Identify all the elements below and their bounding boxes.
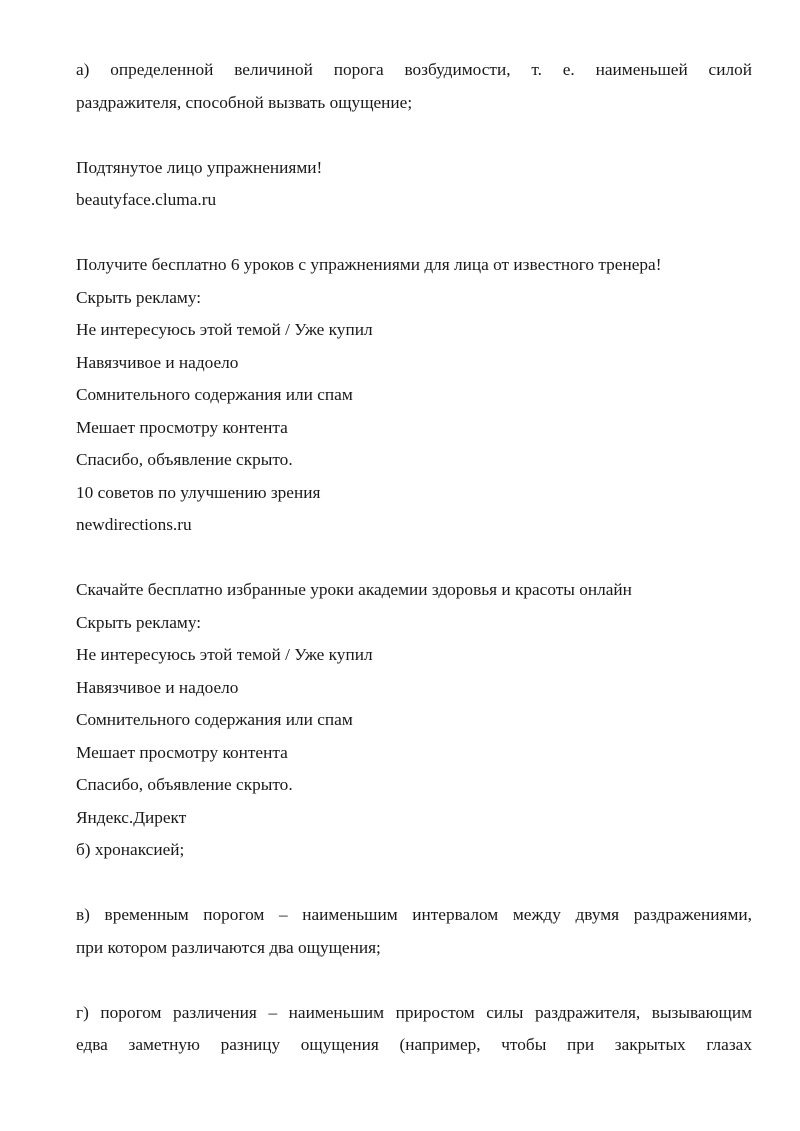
ad-block-1 [76,152,752,477]
ad-1-domain-link[interactable]: beautyface.cluma.ru [76,190,217,209]
ad-1-hide-option[interactable]: Мешает просмотру контента [76,417,288,437]
paragraph-v-line-2: при котором различаются два ощущения; [76,937,381,957]
ad-1-hide-option[interactable]: Не интересуюсь этой темой / Уже купил [76,320,373,339]
paragraph-a-line-2: раздражителя, способной вызвать ощущение; [76,92,413,112]
ad-2-domain-link[interactable]: newdirections.ru [76,515,192,534]
paragraph-a-line-1: а) определенной величиной порога возбудимости, т. е. наименьшей силой [76,60,752,79]
ad-2-hide-label: Скрыть рекламу: [76,612,202,632]
paragraph-g-line-1: г) порогом различения – наименьшим приростом силы раздражителя, вызывающим [76,1002,752,1022]
paragraph-b: б) хронаксией; [76,840,185,859]
ad-block-2 [76,477,752,802]
ad-1-hidden-message: Спасибо, объявление скрыто. [76,450,293,469]
ad-2-hide-option[interactable]: Сомнительного содержания или спам [76,710,353,729]
ad-1-title-link[interactable]: Подтянутое лицо упражнениями! [76,157,323,177]
ad-1-text[interactable]: Получите бесплатно 6 уроков с упражнениями для лица от известного тренера! [76,255,662,274]
ad-2-hide-option[interactable]: Мешает просмотру контента [76,742,288,762]
ad-1-hide-option[interactable]: Сомнительного содержания или спам [76,385,353,404]
ad-2-title-link[interactable]: 10 советов по улучшению зрения [76,482,321,502]
ad-1-hide-label: Скрыть рекламу: [76,287,202,307]
document-page [76,54,752,1062]
ad-2-text[interactable]: Скачайте бесплатно избранные уроки академии здоровья и красоты онлайн [76,580,632,599]
ad-1-hide-option[interactable]: Навязчивое и надоело [76,352,239,372]
ad-2-hidden-message: Спасибо, объявление скрыто. [76,775,293,794]
paragraph-v-line-1: в) временным порогом – наименьшим интервалом между двумя раздражениями, [76,905,752,924]
ad-2-hide-option[interactable]: Не интересуюсь этой темой / Уже купил [76,645,373,664]
ad-2-hide-option[interactable]: Навязчивое и надоело [76,677,239,697]
paragraph-g-line-2: едва заметную разницу ощущения (например, чтобы при закрытых глазах [76,1035,752,1054]
ad-network-link[interactable]: Яндекс.Директ [76,807,187,827]
